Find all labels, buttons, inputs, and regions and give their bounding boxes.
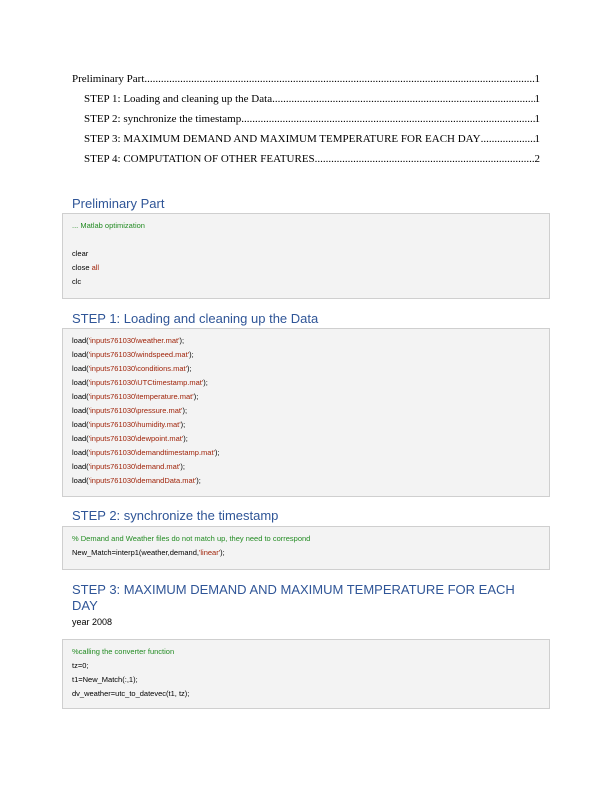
- code-line: [72, 446, 540, 460]
- code-line: [72, 348, 540, 362]
- code-line: [72, 261, 540, 275]
- code-line: [72, 362, 540, 376]
- code-line: t1=New_Match(:,1);: [72, 675, 138, 684]
- toc-entry-label: STEP 2: synchronize the timestamp: [84, 113, 242, 125]
- code-line: [72, 418, 540, 432]
- code-string: 'inputs761030\humidity.mat': [88, 420, 181, 429]
- code-line: [72, 404, 540, 418]
- toc-entry-page: 1: [534, 133, 540, 145]
- code-string: 'inputs761030\dewpoint.mat': [88, 434, 184, 443]
- code-block-step3: [62, 639, 550, 709]
- code-block-step2: [62, 526, 550, 570]
- code-text: load(: [72, 434, 89, 443]
- code-text: load(: [72, 336, 89, 345]
- code-string: 'inputs761030\pressure.mat': [88, 406, 183, 415]
- toc-entry-label: Preliminary Part: [72, 73, 145, 85]
- toc-leader-dots: [241, 112, 534, 126]
- toc-entry-step2[interactable]: [72, 112, 540, 132]
- toc-entry-label: STEP 1: Loading and cleaning up the Data: [84, 93, 273, 105]
- code-block-step1: [62, 328, 550, 497]
- code-line: [72, 546, 540, 560]
- toc-entry-step4[interactable]: [72, 152, 540, 172]
- toc-entry-preliminary[interactable]: [72, 72, 540, 92]
- code-text: load(: [72, 350, 89, 359]
- code-line: [72, 474, 540, 488]
- code-text: );: [183, 434, 188, 443]
- code-text: load(: [72, 448, 89, 457]
- code-text: load(: [72, 476, 89, 485]
- code-text: New_Match=interp1(weather,demand,: [72, 548, 199, 557]
- toc-entry-page: 1: [534, 73, 540, 85]
- toc-leader-dots: [272, 92, 534, 106]
- code-line: [72, 334, 540, 348]
- code-text: );: [193, 392, 199, 401]
- toc-entry-step1[interactable]: [72, 92, 540, 112]
- code-string: 'inputs761030\UTCtimestamp.mat': [88, 378, 204, 387]
- toc-entry-page: 1: [534, 113, 540, 125]
- code-string: 'linear': [198, 548, 221, 557]
- code-text: );: [179, 336, 185, 345]
- code-block-preliminary: [62, 213, 550, 299]
- code-text: load(: [72, 462, 89, 471]
- code-line: [72, 460, 540, 474]
- code-text: load(: [72, 378, 89, 387]
- code-text: );: [187, 364, 192, 373]
- code-text: );: [189, 350, 194, 359]
- code-string: 'inputs761030\demand.mat': [88, 462, 181, 471]
- code-text: );: [180, 462, 185, 471]
- code-comment: % Demand and Weather files do not match up, they need to correspond: [72, 534, 311, 543]
- code-line: [72, 390, 540, 404]
- code-line: tz=0;: [72, 661, 89, 670]
- code-string: 'inputs761030\temperature.mat': [88, 392, 194, 401]
- code-line: clear: [72, 249, 89, 258]
- code-comment: %calling the converter function: [72, 647, 175, 656]
- code-text: );: [214, 448, 220, 457]
- code-keyword: all: [91, 263, 100, 272]
- code-text: );: [196, 476, 201, 485]
- code-line: clc: [72, 277, 82, 286]
- toc-entry-page: 1: [534, 93, 540, 105]
- code-text: );: [203, 378, 208, 387]
- table-of-contents: [72, 72, 540, 172]
- toc-entry-step3[interactable]: [72, 132, 540, 152]
- code-text: load(: [72, 364, 89, 373]
- toc-leader-dots: [315, 152, 535, 166]
- code-text: load(: [72, 420, 89, 429]
- code-text: );: [180, 420, 186, 429]
- section-heading-step2: STEP 2: synchronize the timestamp: [72, 508, 279, 523]
- toc-entry-label: STEP 3: MAXIMUM DEMAND AND MAXIMUM TEMPERATURE FOR EACH DAY: [84, 133, 481, 145]
- code-string: 'inputs761030\conditions.mat': [88, 364, 188, 373]
- section-heading-preliminary: Preliminary Part: [72, 196, 165, 211]
- toc-entry-page: 2: [534, 153, 540, 165]
- code-line: dv_weather=utc_to_datevec(t1, tz);: [72, 689, 190, 698]
- code-string: 'inputs761030\demandData.mat': [88, 476, 197, 485]
- section-heading-step3: STEP 3: MAXIMUM DEMAND AND MAXIMUM TEMPERATURE FOR EACH DAY: [72, 582, 515, 613]
- toc-entry-label: STEP 4: COMPUTATION OF OTHER FEATURES: [84, 153, 315, 165]
- code-line: [72, 376, 540, 390]
- code-comment: ... Matlab optimization: [72, 221, 145, 230]
- toc-leader-dots: [144, 72, 534, 86]
- code-line: [72, 432, 540, 446]
- section-subtitle-step3: year 2008: [72, 617, 113, 627]
- code-text: );: [182, 406, 188, 415]
- section-heading-step1: STEP 1: Loading and cleaning up the Data: [72, 311, 319, 326]
- code-text: load(: [72, 392, 89, 401]
- code-string: 'inputs761030\windspeed.mat': [88, 350, 190, 359]
- code-text: load(: [72, 406, 89, 415]
- toc-leader-dots: [481, 132, 535, 146]
- code-string: 'inputs761030\weather.mat': [88, 336, 180, 345]
- code-text: );: [220, 548, 225, 557]
- code-string: 'inputs761030\demandtimestamp.mat': [88, 448, 215, 457]
- code-blank-line: [72, 233, 540, 247]
- code-text: close: [72, 263, 92, 272]
